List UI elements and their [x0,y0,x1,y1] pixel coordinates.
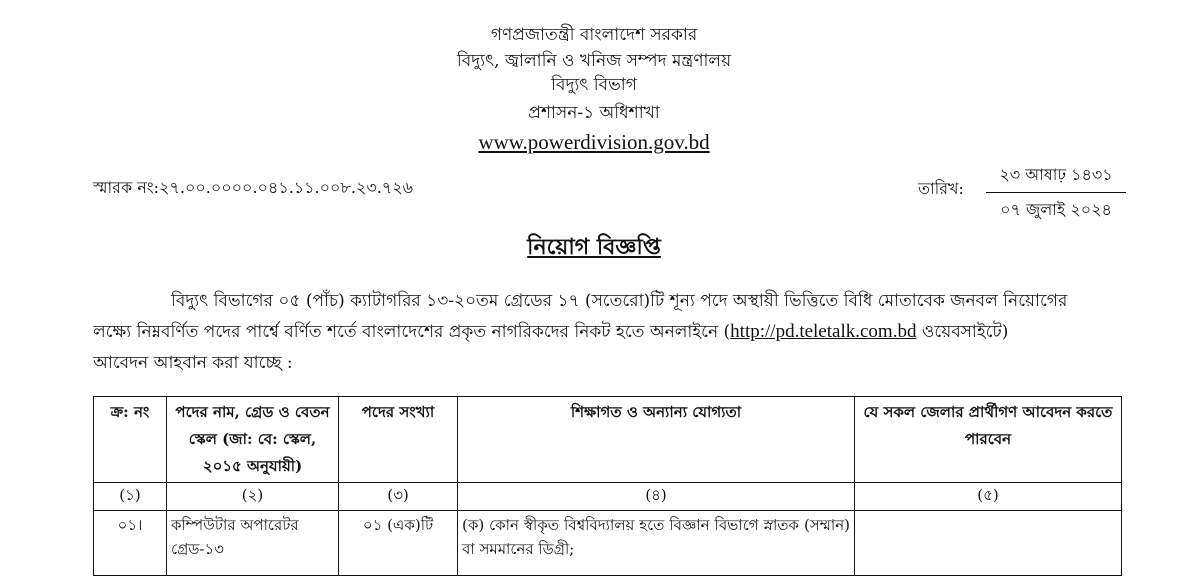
col-number: (২) [167,483,339,511]
notice-title [0,230,1188,267]
table-row [94,511,1122,576]
date-block [986,162,1126,224]
row-districts [855,511,1122,576]
row-post: কম্পিউটার অপারেটর গ্রেড-১৩ [167,511,339,576]
header-qualification: শিক্ষাগত ও অন্যান্য যোগ্যতা [458,397,855,483]
notice-title-text: নিয়োগ বিজ্ঞপ্তি [527,234,661,260]
header-districts: যে সকল জেলার প্রার্থীগণ আবেদন করতে পারবেন [855,397,1122,483]
paragraph-line-2-suffix: ওয়েবসাইটে) [916,322,1009,342]
vacancy-table [93,396,1122,576]
table-header-row [94,397,1122,483]
paragraph-line-1: বিদ্যুৎ বিভাগের ০৫ (পাঁচ) ক্যাটাগরির ১৩-২০তম গ্রেডের ১৭ (সতেরো)টি শূন্য পদে অস্থায়ী ভিত্তিতে বিধি মোতাবেক জনবল নিয়োগের [171,291,1068,311]
row-qualification: (ক) কোন স্বীকৃত বিশ্ববিদ্যালয় হতে বিজ্ঞান বিভাগে স্নাতক (সম্মান) বা সমমানের ডিগ্রী; [458,511,855,576]
header-post: পদের নাম, গ্রেড ও বেতন স্কেল (জা: বে: স্কেল, ২০১৫ অনুযায়ী) [167,397,339,483]
date-bangla: ২৩ আষাঢ় ১৪৩১ [986,162,1126,193]
memo-number: স্মারক নং:২৭.০০.০০০০.০৪১.১১.০০৮.২৩.৭২৬ [93,178,414,197]
website-link[interactable]: www.powerdivision.gov.bd [478,130,710,154]
date-label: তারিখ: [918,179,964,198]
paragraph-line-2 [93,319,1123,347]
header-count: পদের সংখ্যা [339,397,458,483]
header-serial: ক্র: নং [94,397,167,483]
paragraph-line-2-prefix: লক্ষ্যে নিম্নবর্ণিত পদের পার্শ্বে বর্ণিত শর্তে বাংলাদেশের প্রকৃত নাগরিকদের নিকট হতে অনলাইনে ( [93,322,731,342]
paragraph-line-3: আবেদন আহবান করা যাচ্ছে : [93,353,293,373]
row-serial: ০১। [94,511,167,576]
date-gregorian: ০৭ জুলাই ২০২৪ [1000,200,1112,219]
division-heading: বিদ্যুৎ বিভাগ [551,75,637,95]
column-number-row [94,483,1122,511]
col-number: (১) [94,483,167,511]
col-number: (৫) [855,483,1122,511]
ministry-heading: বিদ্যুৎ, জ্বালানি ও খনিজ সম্পদ মন্ত্রণালয় [456,51,732,71]
govt-heading: গণপ্রজাতন্ত্রী বাংলাদেশ সরকার [490,25,698,45]
row-count: ০১ (এক)টি [339,511,458,576]
col-number: (৪) [458,483,855,511]
col-number: (৩) [339,483,458,511]
teletalk-link[interactable]: http://pd.teletalk.com.bd [730,321,917,342]
branch-heading: প্রশাসন-১ অধিশাখা [528,103,660,123]
